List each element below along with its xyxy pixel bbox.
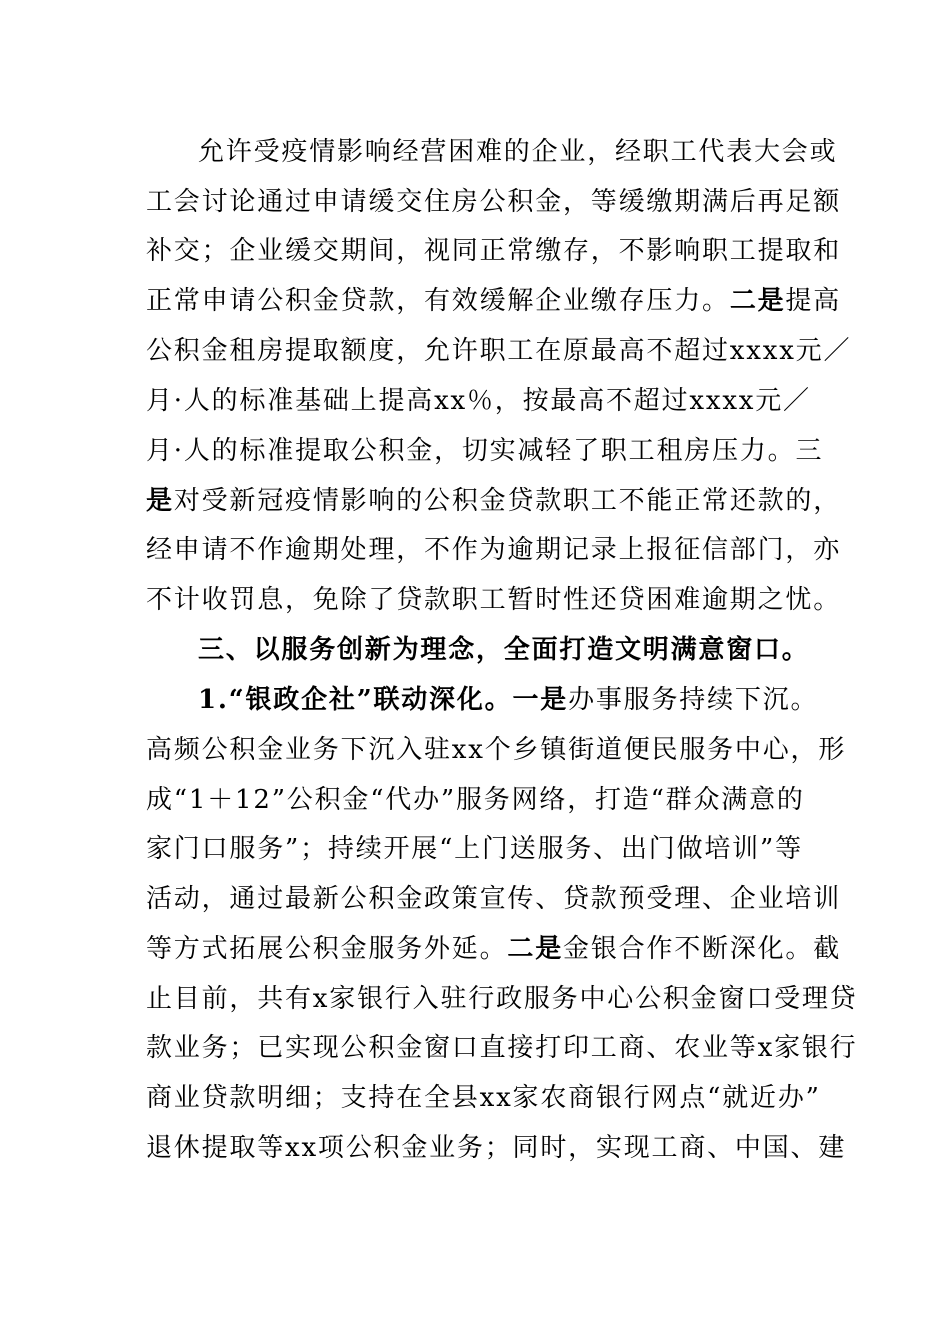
paragraph-line	[146, 874, 842, 924]
text-segment: 补交；企业缓交期间，视同正常缴存，不影响职工提取和	[146, 236, 842, 266]
text-segment: 家门口服务”；持续开展“上门送服务、出门做培训”等	[146, 834, 803, 864]
text-segment: 公积金租房提取额度，允许职工在原最高不超过xxxx元／	[146, 336, 852, 366]
text-segment: 高频公积金业务下沉入驻xx个乡镇街道便民服务中心，形	[146, 735, 847, 765]
text-segment: 款业务；已实现公积金窗口直接打印工商、农业等x家银行	[146, 1033, 858, 1063]
paragraph-line	[146, 177, 842, 227]
text-segment: 成“1＋12”公积金“代办”服务网络，打造“群众满意的	[146, 785, 805, 815]
text-segment: 不计收罚息，免除了贷款职工暂时性还贷困难逾期之忧。	[146, 585, 842, 615]
text-segment: 正常申请公积金贷款，有效缓解企业缴存压力。	[146, 286, 730, 316]
paragraph-line	[198, 675, 878, 725]
paragraph-line	[146, 775, 826, 825]
paragraph-line	[146, 924, 842, 974]
paragraph-line	[146, 376, 826, 426]
paragraph-line	[146, 1073, 826, 1123]
paragraph-line	[146, 426, 826, 476]
text-segment: 月·人的标准提取公积金，切实减轻了职工租房压力。三	[146, 436, 824, 466]
paragraph-line	[146, 326, 852, 376]
text-segment: 经申请不作逾期处理，不作为逾期记录上报征信部门，亦	[146, 535, 842, 565]
paragraph-line	[146, 725, 847, 775]
section-heading	[198, 625, 878, 675]
subheading-text: 1.“银政企社”联动深化。一是	[198, 685, 569, 715]
paragraph-line	[146, 476, 842, 526]
bold-marker: 二是	[729, 286, 786, 316]
paragraph-line	[146, 824, 826, 874]
paragraph-line	[198, 127, 878, 177]
paragraph-line	[146, 226, 842, 276]
text-segment: 办事服务持续下沉。	[568, 685, 819, 715]
text-segment: 商业贷款明细；支持在全县xx家农商银行网点“就近办”	[146, 1083, 821, 1113]
bold-marker: 是	[146, 486, 174, 516]
paragraph-line	[146, 575, 842, 625]
paragraph-line	[146, 525, 842, 575]
paragraph-line	[146, 1123, 847, 1173]
paragraph-line	[146, 1023, 858, 1073]
text-segment: 止目前，共有x家银行入驻行政服务中心公积金窗口受理贷	[146, 984, 858, 1014]
text-segment: 等方式拓展公积金服务外延。	[146, 934, 508, 964]
text-segment: 活动，通过最新公积金政策宣传、贷款预受理、企业培训	[146, 884, 842, 914]
bold-marker: 二是	[507, 934, 564, 964]
heading-text: 三、以服务创新为理念，全面打造文明满意窗口。	[198, 635, 810, 665]
paragraph-line	[146, 276, 842, 326]
text-segment: 对受新冠疫情影响的公积金贷款职工不能正常还款的，	[173, 486, 842, 516]
text-segment: 月·人的标准基础上提高xx％，按最高不超过xxxx元／	[146, 386, 811, 416]
paragraph-line	[146, 974, 858, 1024]
text-segment: 金银合作不断深化。截	[563, 934, 842, 964]
text-segment: 提高	[785, 286, 842, 316]
text-segment: 允许受疫情影响经营困难的企业，经职工代表大会或	[198, 137, 838, 167]
text-segment: 退休提取等xx项公积金业务；同时，实现工商、中国、建	[146, 1133, 847, 1163]
text-segment: 工会讨论通过申请缓交住房公积金，等缓缴期满后再足额	[146, 187, 842, 217]
